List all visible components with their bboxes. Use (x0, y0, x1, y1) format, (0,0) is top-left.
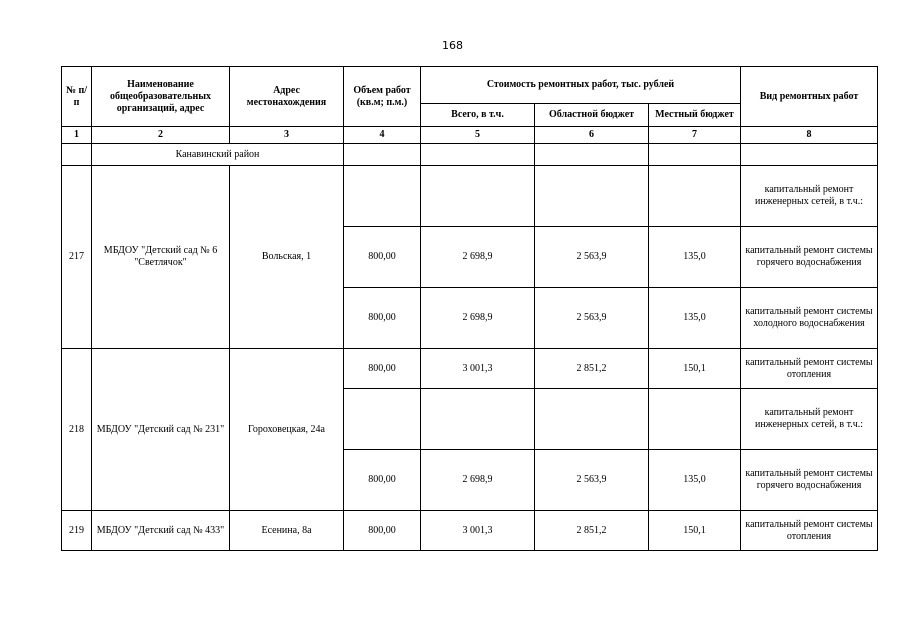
work-volume: 800,00 (344, 450, 421, 511)
district-empty-cell (535, 144, 649, 166)
cost-regional: 2 563,9 (535, 288, 649, 349)
work-type: капитальный ремонт системы горячего водоснабжения (741, 227, 878, 288)
cost-total: 2 698,9 (421, 450, 535, 511)
work-type: капитальный ремонт системы горячего водоснабжения (741, 450, 878, 511)
cost-total: 3 001,3 (421, 349, 535, 389)
work-type: капитальный ремонт инженерных сетей, в т.ч.: (741, 166, 878, 227)
cost-regional: 2 851,2 (535, 511, 649, 551)
cost-total: 2 698,9 (421, 288, 535, 349)
page-number: 168 (442, 39, 463, 52)
district-empty-cell (649, 144, 741, 166)
column-number: 7 (649, 127, 741, 144)
column-number: 2 (92, 127, 230, 144)
header-local: Местный бюджет (649, 104, 741, 127)
cost-local (649, 166, 741, 227)
cost-local: 135,0 (649, 450, 741, 511)
cost-local (649, 389, 741, 450)
district-name: Канавинский район (92, 144, 344, 166)
work-type: капитальный ремонт системы холодного водоснабжения (741, 288, 878, 349)
cost-regional: 2 851,2 (535, 349, 649, 389)
organization-address: Вольская, 1 (230, 166, 344, 349)
header-address: Адрес местонахождения (230, 67, 344, 127)
column-number: 4 (344, 127, 421, 144)
entry-number: 217 (62, 166, 92, 349)
table-row (62, 166, 878, 227)
column-number: 6 (535, 127, 649, 144)
table-row (62, 511, 878, 551)
header-organization: Наименование общеобразовательных организаций, адрес (92, 67, 230, 127)
cost-total: 2 698,9 (421, 227, 535, 288)
table-row (62, 349, 878, 389)
cost-local: 135,0 (649, 227, 741, 288)
cost-total: 3 001,3 (421, 511, 535, 551)
column-number: 3 (230, 127, 344, 144)
entry-number: 218 (62, 349, 92, 511)
work-volume: 800,00 (344, 349, 421, 389)
organization-address: Гороховецкая, 24а (230, 349, 344, 511)
work-type: капитальный ремонт инженерных сетей, в т.ч.: (741, 389, 878, 450)
district-row (62, 144, 878, 166)
work-volume: 800,00 (344, 511, 421, 551)
work-volume (344, 389, 421, 450)
header-volume: Объем работ (кв.м; п.м.) (344, 67, 421, 127)
work-type: капитальный ремонт системы отопления (741, 349, 878, 389)
district-empty-cell (62, 144, 92, 166)
work-volume: 800,00 (344, 227, 421, 288)
organization-name: МБДОУ "Детский сад № 6 "Светлячок" (92, 166, 230, 349)
cost-total (421, 389, 535, 450)
header-regional: Областной бюджет (535, 104, 649, 127)
work-type: капитальный ремонт системы отопления (741, 511, 878, 551)
cost-regional (535, 389, 649, 450)
header-cost-group: Стоимость ремонтных работ, тыс. рублей (421, 67, 741, 104)
column-number: 5 (421, 127, 535, 144)
organization-name: МБДОУ "Детский сад № 433" (92, 511, 230, 551)
cost-regional: 2 563,9 (535, 450, 649, 511)
cost-regional (535, 166, 649, 227)
entry-number: 219 (62, 511, 92, 551)
column-numbers-row (62, 127, 878, 144)
district-empty-cell (344, 144, 421, 166)
cost-total (421, 166, 535, 227)
organization-address: Есенина, 8а (230, 511, 344, 551)
organization-name: МБДОУ "Детский сад № 231" (92, 349, 230, 511)
cost-local: 150,1 (649, 349, 741, 389)
cost-local: 150,1 (649, 511, 741, 551)
column-number: 8 (741, 127, 878, 144)
header-num: № п/п (62, 67, 92, 127)
column-number: 1 (62, 127, 92, 144)
header-total: Всего, в т.ч. (421, 104, 535, 127)
work-volume (344, 166, 421, 227)
district-empty-cell (421, 144, 535, 166)
cost-regional: 2 563,9 (535, 227, 649, 288)
work-volume: 800,00 (344, 288, 421, 349)
header-work-type: Вид ремонтных работ (741, 67, 878, 127)
cost-local: 135,0 (649, 288, 741, 349)
district-empty-cell (741, 144, 878, 166)
repair-works-table (61, 66, 878, 551)
